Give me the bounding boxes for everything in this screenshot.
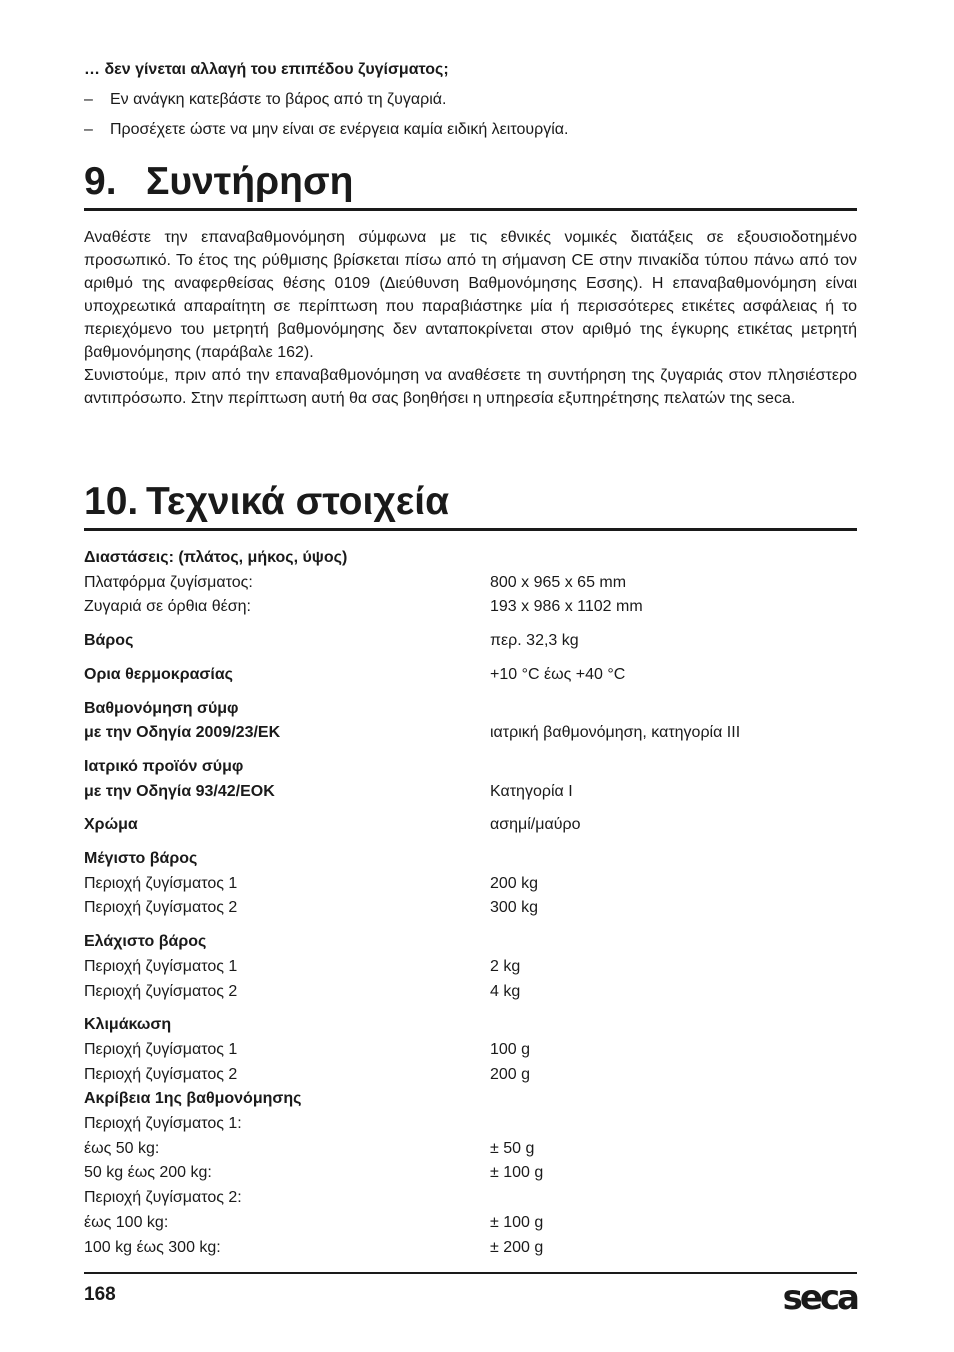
list-item <box>84 90 857 110</box>
spec-value: +10 °C έως +40 °C <box>490 665 626 683</box>
spec-label: Περιοχή ζυγίσματος 1: <box>84 1115 242 1133</box>
paragraph: Αναθέστε την επαναβαθμονόμηση σύμφωνα με τις εθνικές νομικές διατάξεις σε εξουσιοδοτημένο προσωπικό. Το έτος της ρύθμισης βρίσκεται πίσω από τη σήμανση CE στην πινακίδα τύπου πάνω από τον αριθμό της αναφερθείσας θέσης 0109 (Διεύθυνση Βαθμονόμησης Εσσης). Η επαναβαθμονόμηση είναι υποχρεωτικά απαραίτητη σε περίπτωση που παραβιάστηκε μία ή περισσότερες ετικέτες ασφάλειας ή το περιεχόμενο του μετρητή βαθμονόμησης δεν ανταποκρίνεται στον αριθμό της έγκυρης ετικέτας μετρητή βαθμονόμησης (παράβαλε 162). <box>84 229 857 361</box>
spec-label: Περιοχή ζυγίσματος 2: <box>84 1189 242 1207</box>
spec-value: ± 50 g <box>490 1139 535 1157</box>
spec-value: 2 kg <box>490 957 521 975</box>
spec-label: Διαστάσεις: (πλάτος, μήκος, ύψος) <box>84 549 348 566</box>
spec-row <box>84 546 857 571</box>
spec-row <box>84 697 857 722</box>
section-number: 10. <box>84 480 139 523</box>
spec-value: περ. 32,3 kg <box>490 632 579 650</box>
spec-row <box>84 780 857 805</box>
spec-value <box>490 1013 857 1038</box>
specifications-table <box>84 546 857 1269</box>
spec-row <box>84 595 857 620</box>
page-footer <box>84 1272 857 1318</box>
spec-label: Ιατρικό προϊόν σύμφ <box>84 757 244 775</box>
spec-label: 100 kg έως 300 kg: <box>84 1238 221 1256</box>
spec-value: ± 100 g <box>490 1164 544 1182</box>
section-title: Τεχνικά στοιχεία <box>146 480 450 523</box>
list-item <box>84 120 857 140</box>
spec-value: 300 kg <box>490 899 539 917</box>
spec-group <box>84 1013 857 1260</box>
spec-row <box>84 1112 857 1137</box>
section-heading-maintenance <box>84 160 857 211</box>
spec-row <box>84 930 857 955</box>
list-item-text: Προσέχετε ώστε να μην είναι σε ενέργεια καμία ειδική λειτουργία. <box>110 121 569 138</box>
spec-row <box>84 1211 857 1236</box>
spec-row <box>84 1186 857 1211</box>
spec-row <box>84 955 857 980</box>
spec-row <box>84 1137 857 1162</box>
spec-value <box>490 755 857 780</box>
spec-label: Ελάχιστο βάρος <box>84 933 207 951</box>
spec-label: Περιοχή ζυγίσματος 2 <box>84 899 238 917</box>
spec-value <box>490 1112 857 1137</box>
spec-group <box>84 847 857 921</box>
spec-value: ± 100 g <box>490 1213 544 1231</box>
spec-label: με την Οδηγία 93/42/ΕΟΚ <box>84 782 275 800</box>
spec-row <box>84 1038 857 1063</box>
spec-label: Κλιμάκωση <box>84 1016 172 1034</box>
spec-row <box>84 755 857 780</box>
question-heading: … δεν γίνεται αλλαγή του επιπέδου ζυγίσματος; <box>84 61 449 78</box>
spec-value <box>490 546 857 571</box>
spec-row <box>84 872 857 897</box>
list-item-text: Εν ανάγκη κατεβάστε το βάρος από τη ζυγαριά. <box>110 91 447 108</box>
spec-label: έως 100 kg: <box>84 1213 169 1231</box>
spec-value: 100 g <box>490 1040 531 1058</box>
list-dash: – <box>84 91 93 108</box>
spec-label: Ορια θερμοκρασίας <box>84 665 233 683</box>
spec-value <box>490 1087 857 1112</box>
spec-label: Περιοχή ζυγίσματος 2 <box>84 1065 238 1083</box>
spec-row <box>84 1161 857 1186</box>
spec-label: 50 kg έως 200 kg: <box>84 1164 212 1182</box>
spec-value <box>490 697 857 722</box>
spec-value: ασημί/μαύρο <box>490 816 581 834</box>
spec-value: 4 kg <box>490 982 521 1000</box>
spec-label: Ακρίβεια 1ης βαθμονόμησης <box>84 1090 302 1108</box>
seca-logo: seca <box>782 1278 857 1318</box>
page-number: 168 <box>84 1284 116 1305</box>
spec-label: με την Οδηγία 2009/23/ΕΚ <box>84 724 281 742</box>
spec-label: Πλατφόρμα ζυγίσματος: <box>84 573 253 591</box>
spec-value: 800 x 965 x 65 mm <box>490 573 627 591</box>
spec-value: 193 x 986 x 1102 mm <box>490 598 643 616</box>
spec-label: Περιοχή ζυγίσματος 1 <box>84 874 238 892</box>
spec-label: Περιοχή ζυγίσματος 1 <box>84 1040 238 1058</box>
spec-value <box>490 847 857 872</box>
spec-label: Βαθμονόμηση σύμφ <box>84 699 239 717</box>
section-title: Συντήρηση <box>146 160 354 203</box>
spec-group <box>84 629 857 654</box>
spec-row <box>84 721 857 746</box>
spec-label: Περιοχή ζυγίσματος 1 <box>84 957 238 975</box>
spec-label: Μέγιστο βάρος <box>84 850 198 868</box>
spec-value <box>490 930 857 955</box>
spec-group <box>84 930 857 1004</box>
spec-value: 200 kg <box>490 874 539 892</box>
spec-value: ± 200 g <box>490 1238 544 1256</box>
spec-group <box>84 755 857 804</box>
spec-group <box>84 697 857 746</box>
spec-row <box>84 1087 857 1112</box>
paragraph: Συνιστούμε, πριν από την επαναβαθμονόμηση να αναθέσετε τη συντήρηση της ζυγαριάς στον πλησιέστερο αντιπρόσωπο. Στην περίπτωση αυτή θα σας βοηθήσει η υπηρεσία εξυπηρέτησης πελατών της seca. <box>84 367 857 407</box>
spec-label: έως 50 kg: <box>84 1139 160 1157</box>
spec-value <box>490 1186 857 1211</box>
spec-row <box>84 1236 857 1261</box>
section-number: 9. <box>84 160 117 203</box>
spec-label: Βάρος <box>84 632 134 650</box>
spec-label: Περιοχή ζυγίσματος 2 <box>84 982 238 1000</box>
spec-group <box>84 546 857 620</box>
spec-value: Κατηγορία I <box>490 782 573 800</box>
spec-row <box>84 813 857 838</box>
spec-row <box>84 980 857 1005</box>
spec-row <box>84 896 857 921</box>
spec-row <box>84 1063 857 1088</box>
spec-group <box>84 813 857 838</box>
spec-row <box>84 847 857 872</box>
spec-group <box>84 663 857 688</box>
maintenance-body <box>84 226 857 410</box>
spec-label: Ζυγαριά σε όρθια θέση: <box>84 598 251 616</box>
list-dash: – <box>84 121 93 138</box>
spec-row <box>84 571 857 596</box>
troubleshooting-snippet <box>84 60 857 150</box>
spec-value: ιατρική βαθμονόμηση, κατηγορία III <box>490 724 741 742</box>
spec-row <box>84 629 857 654</box>
spec-row <box>84 663 857 688</box>
spec-value: 200 g <box>490 1065 531 1083</box>
section-heading-technical-data <box>84 480 857 531</box>
spec-row <box>84 1013 857 1038</box>
spec-label: Χρώμα <box>84 816 138 834</box>
